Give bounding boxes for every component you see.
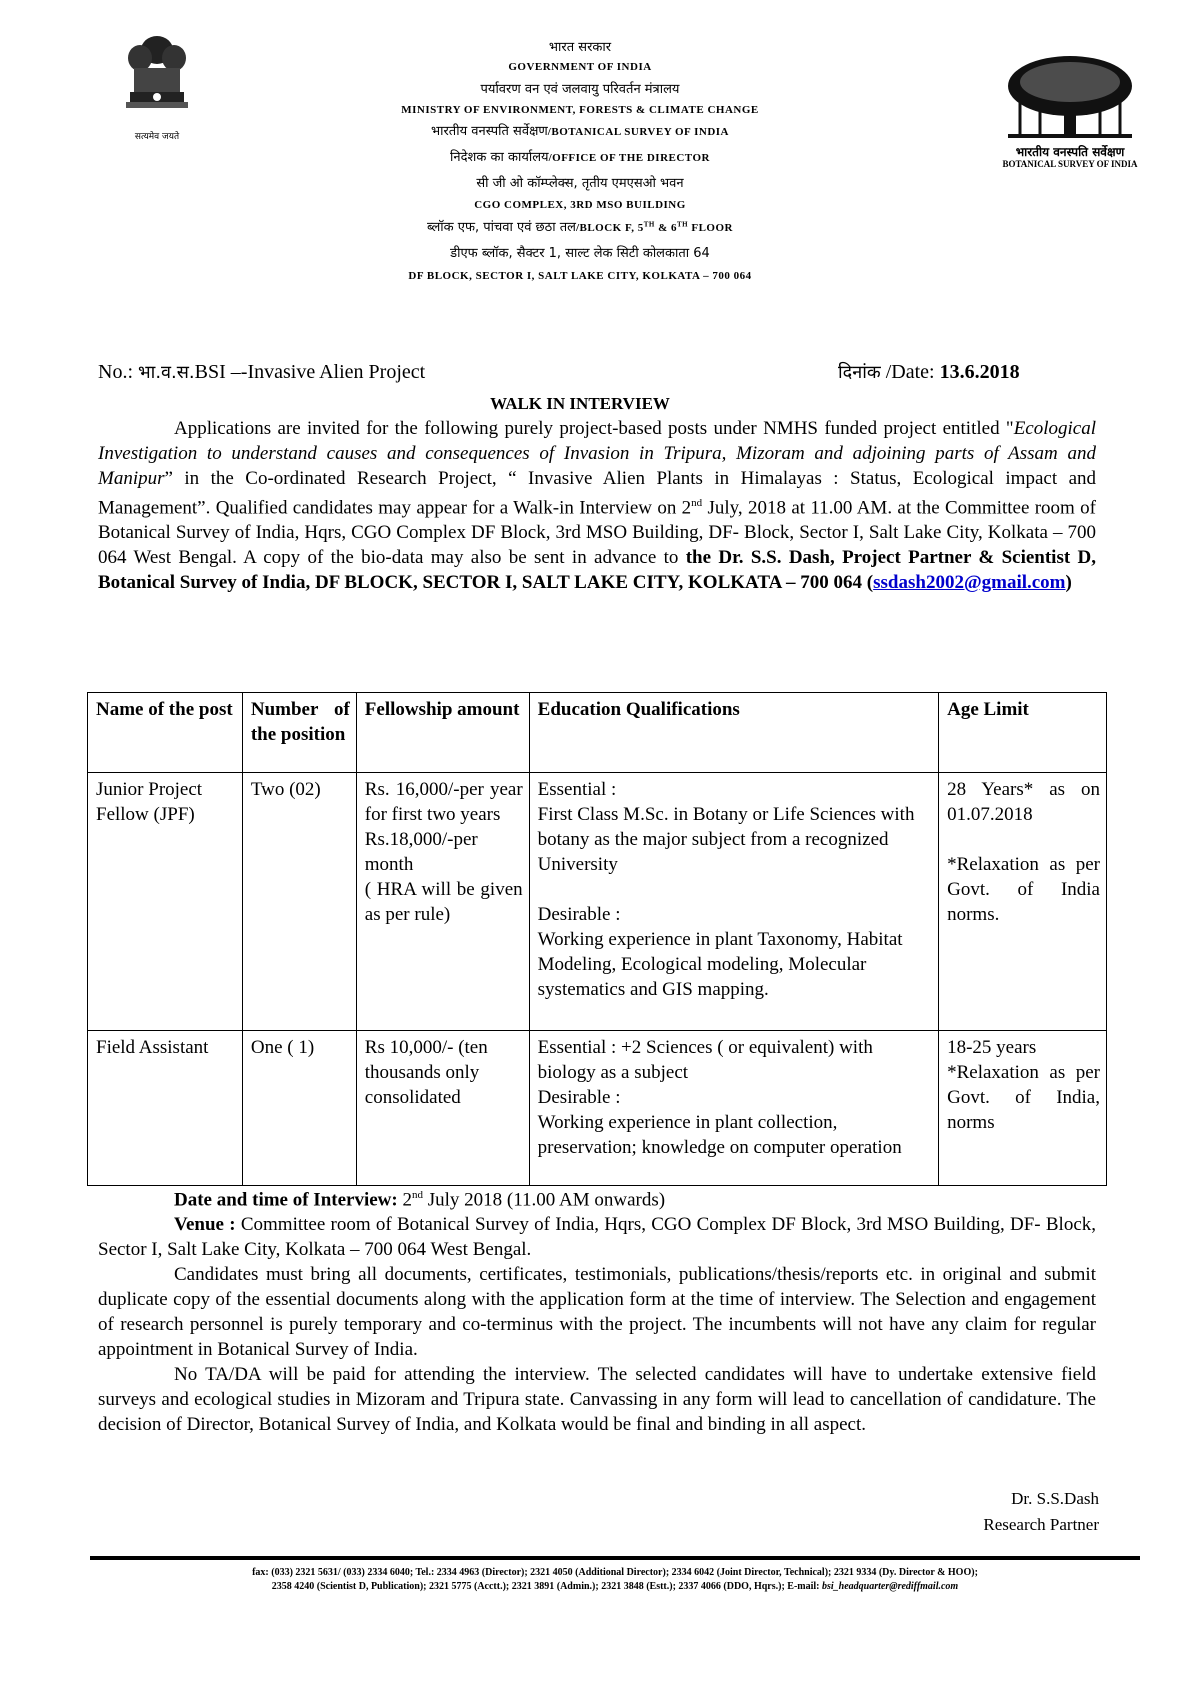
documents-paragraph: Candidates must bring all documents, certificates, testimonials, publications/thesis/reports etc. in original and submit duplicate copy of the essential documents along with the application form at the time of interview. The Selection and engagement of research personnel is purely temporary and co-terminus with the project. The incumbents will not have any claim for regular appointment in Botanical Survey of India.: [98, 1264, 1096, 1361]
reference-number: No.: भा.व.स.BSI –-Invasive Alien Project: [98, 361, 426, 383]
ta-da-paragraph: No TA/DA will be paid for attending the interview. The selected candidates will have to undertake extensive field surveys and ecological studies in Mizoram and Tripura state. Canvassing in any form will lead to cancellation of candidature. The decision of Director, Botanical Survey of India, and Kolkata would be final and binding in all aspect.: [98, 1364, 1096, 1436]
age-limit: 18-25 years *Relaxation as per Govt. of India, norms: [939, 1031, 1107, 1186]
emblem-motto: सत्यमेव जयते: [134, 132, 180, 142]
bsi-logo: [975, 52, 1165, 170]
table-row: [88, 1031, 1107, 1186]
header-line-7: सी जी ओ कॉम्प्लेक्स, तृतीय एमएसओ भवन: [476, 176, 684, 191]
header-line-8: CGO COMPLEX, 3RD MSO BUILDING: [474, 199, 686, 211]
education-qualifications: Essential : First Class M.Sc. in Botany or Life Sciences with botany as the major subject from a recognized University Desirable : Working experience in plant Taxonomy, Habitat Modeling, Ecological modeling, Molecular systematics and GIS mapping.: [529, 773, 938, 1031]
header-line-4: MINISTRY OF ENVIRONMENT, FORESTS & CLIMATE CHANGE: [401, 104, 759, 116]
intro-paragraph: Applications are invited for the following purely project-based posts under NMHS funded project entitled "Ecological Investigation to understand causes and consequences of Invasion in Tripura, Mizoram and adjoining parts of Assam and Manipur” in the Co-ordinated Research Project, “ Invasive Alien Plants in Himalayas : Status, Ecological impact and Management”. Qualified candidates may appear for a Walk-in Interview on 2nd July, 2018 at 11.00 AM. at the Committee room of Botanical Survey of India, Hqrs, CGO Complex DF Block, 3rd MSO Building, DF- Block, Sector I, Salt Lake City, Kolkata – 700 064 West Bengal. A copy of the bio-data may also be sent in advance to the Dr. S.S. Dash, Project Partner & Scientist D, Botanical Survey of India, DF BLOCK, SECTOR I, SALT LAKE CITY, KOLKATA – 700 064 (ssdash2002@gmail.com): [98, 418, 1096, 594]
header-line-9: ब्लॉक एफ, पांचवा एवं छठा तल/BLOCK F, 5TH & 6TH FLOOR: [426, 220, 733, 235]
header-line-11: DF BLOCK, SECTOR I, SALT LAKE CITY, KOLKATA – 700 064: [408, 270, 752, 282]
header-line-5: भारतीय वनस्पति सर्वेक्षण/BOTANICAL SURVEY OF INDIA: [430, 124, 729, 139]
column-header: Age Limit: [939, 693, 1107, 773]
interview-venue: Venue : Committee room of Botanical Survey of India, Hqrs, CGO Complex DF Block, 3rd MSO Building, DF- Block, Sector I, Salt Lake City, Kolkata – 700 064 West Bengal.: [98, 1214, 1097, 1261]
footer-email[interactable]: bsi_headquarter@rediffmail.com: [822, 1581, 959, 1592]
reference-date: दिनांक /Date: 13.6.2018: [838, 361, 1020, 383]
posts-table: [87, 692, 1107, 1186]
post-number: Two (02): [242, 773, 356, 1031]
interview-date: Date and time of Interview: 2nd July 2018 (11.00 AM onwards): [174, 1189, 666, 1211]
bsi-logo-hindi: भारतीय वनस्पति सर्वेक्षण: [1015, 145, 1125, 159]
footer-contacts: fax: (033) 2321 5631/ (033) 2334 6040; Tel.: 2334 4963 (Director); 2321 4050 (Additional Director); 2334 6042 (Joint Director, Technical); 2321 9334 (Dy. Director & HOO); 2358 4240 (Scientist D, Publication); 2321 5775 (Acctt.); 2321 3891 (Admin.); 2321 3848 (Estt.); 2337 4066 (DDO, Hqrs.); E-mail: bsi_headquarter@rediffmail.com: [252, 1567, 978, 1592]
column-header: Education Qualifications: [529, 693, 938, 773]
column-header: Fellowship amount: [356, 693, 529, 773]
column-header: Number of the position: [242, 693, 356, 773]
header-line-6: निदेशक का कार्यालय/OFFICE OF THE DIRECTOR: [450, 150, 710, 165]
table-header-row: [88, 693, 1107, 773]
education-qualifications: Essential : +2 Sciences ( or equivalent) with biology as a subject Desirable : Working experience in plant collection, preservation; knowledge on computer operation: [529, 1031, 938, 1186]
ashoka-emblem-icon: [112, 28, 202, 128]
table-row: [88, 773, 1107, 1031]
signatory-designation: Research Partner: [983, 1515, 1099, 1534]
bsi-logo-english: BOTANICAL SURVEY OF INDIA: [1002, 159, 1138, 169]
interview-details: [98, 1183, 1096, 1437]
email-link[interactable]: ssdash2002@gmail.com: [873, 572, 1066, 594]
header-line-2: GOVERNMENT OF INDIA: [508, 61, 652, 73]
fellowship-amount: Rs. 16,000/-per year for first two years Rs.18,000/-per month ( HRA will be given as per rule): [356, 773, 529, 1031]
age-limit: 28 Years* as on 01.07.2018 *Relaxation as per Govt. of India norms.: [939, 773, 1107, 1031]
national-emblem: [112, 28, 202, 142]
banyan-tree-icon: [1000, 52, 1140, 140]
post-name: Junior Project Fellow (JPF): [88, 773, 243, 1031]
post-name: Field Assistant: [88, 1031, 243, 1186]
fellowship-amount: Rs 10,000/- (ten thousands only consolidated: [356, 1031, 529, 1186]
footer-rule: [90, 1556, 1140, 1560]
header-line-1: भारत सरकार: [548, 40, 612, 55]
signature-block: [983, 1486, 1099, 1538]
column-header: Name of the post: [88, 693, 243, 773]
page-title: WALK IN INTERVIEW: [490, 394, 670, 413]
header-line-10: डीएफ ब्लॉक, सैक्टर 1, साल्ट लेक सिटी कोलकाता 64: [450, 246, 710, 261]
header-line-3: पर्यावरण वन एवं जलवायु परिवर्तन मंत्रालय: [480, 82, 680, 97]
post-number: One ( 1): [242, 1031, 356, 1186]
signatory-name: Dr. S.S.Dash: [1011, 1489, 1099, 1508]
